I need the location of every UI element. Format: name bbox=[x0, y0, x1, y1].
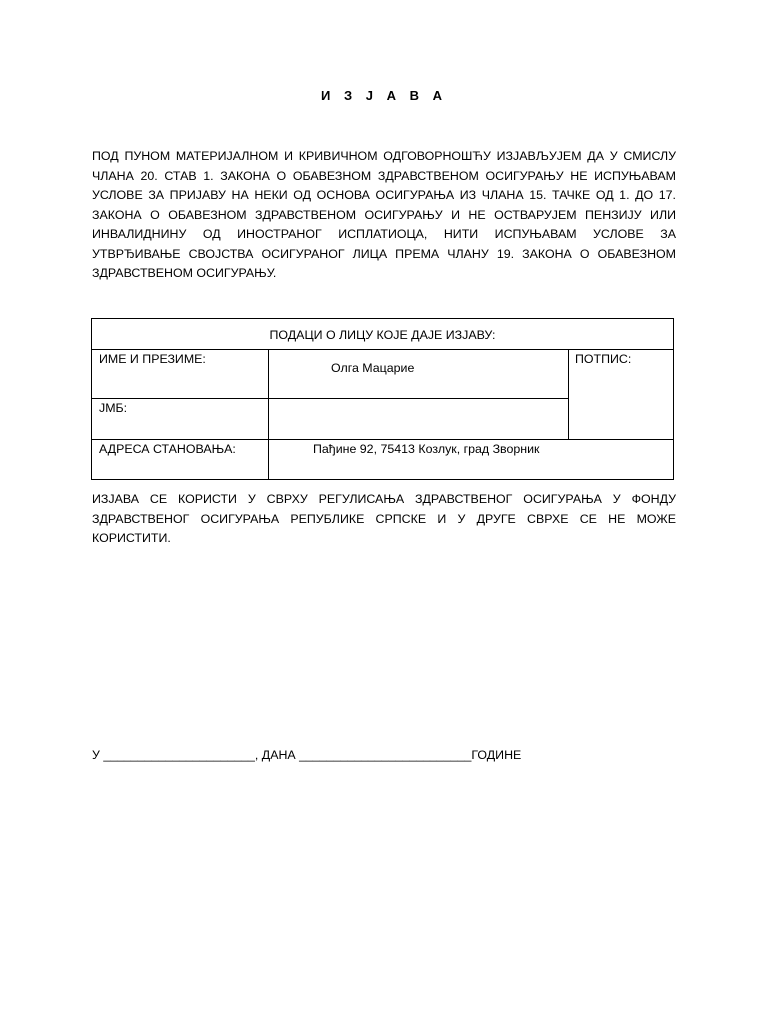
address-value: Пађине 92, 75413 Козлук, град Зворник bbox=[269, 440, 674, 480]
signature-cell bbox=[569, 350, 674, 440]
usage-paragraph: ИЗЈАВА СЕ КОРИСТИ У СВРХУ РЕГУЛИСАЊА ЗДРАВСТВЕНОГ ОСИГУРАЊА У ФОНДУ ЗДРАВСТВЕНОГ ОСИГУРАЊА РЕПУБЛИКЕ СРПСКЕ И У ДРУГЕ СВРХЕ СЕ НЕ МОЖЕ КОРИСТИТИ. bbox=[92, 492, 676, 545]
signature-label: ПОТПИС: bbox=[575, 352, 632, 366]
person-info-table bbox=[91, 318, 674, 480]
document-title: И З Ј А В А bbox=[321, 88, 447, 103]
table-header: ПОДАЦИ О ЛИЦУ КОЈЕ ДАЈЕ ИЗЈАВУ: bbox=[92, 319, 674, 350]
declaration-paragraph: ПОД ПУНОМ МАТЕРИЈАЛНОМ И КРИВИЧНОМ ОДГОВОРНОШЋУ ИЗЈАВЉУЈЕМ ДА У СМИСЛУ ЧЛАНА 20. СТАВ 1. ЗАКОНА О ОБАВЕЗНОМ ЗДРАВСТВЕНОМ ОСИГУРАЊУ НЕ ИСПУЊАВАМ УСЛОВЕ ЗА ПРИЈАВУ НА НЕКИ ОД ОСНОВА ОСИГУРАЊА ИЗ ЧЛАНА 15. ТАЧКЕ ОД 1. ДО 17. ЗАКОНА О ОБАВЕЗНОМ ЗДРАВСТВЕНОМ ОСИГУРАЊУ И НЕ ОСТВАРУЈЕМ ПЕНЗИЈУ ИЛИ ИНВАЛИДНИНУ ОД ИНОСТРАНОГ ИСПЛАТИОЦА, НИТИ ИСПУЊАВАМ УСЛОВЕ ЗА УТВРЂИВАЊЕ СВОЈСТВА ОСИГУРАНОГ ЛИЦА ПРЕМА ЧЛАНУ 19. ЗАКОНА О ОБАВЕЗНОМ ЗДРАВСТВЕНОМ ОСИГУРАЊУ. bbox=[92, 149, 676, 280]
place-date-line: У ______________________, ДАНА _________________________ГОДИНЕ bbox=[92, 748, 522, 762]
jmb-value bbox=[269, 399, 569, 440]
jmb-label: ЈМБ: bbox=[92, 399, 269, 440]
address-label: АДРЕСА СТАНОВАЊА: bbox=[92, 440, 269, 480]
name-label: ИМЕ И ПРЕЗИМЕ: bbox=[92, 350, 269, 399]
name-value: Олга Мацарие bbox=[269, 350, 569, 399]
